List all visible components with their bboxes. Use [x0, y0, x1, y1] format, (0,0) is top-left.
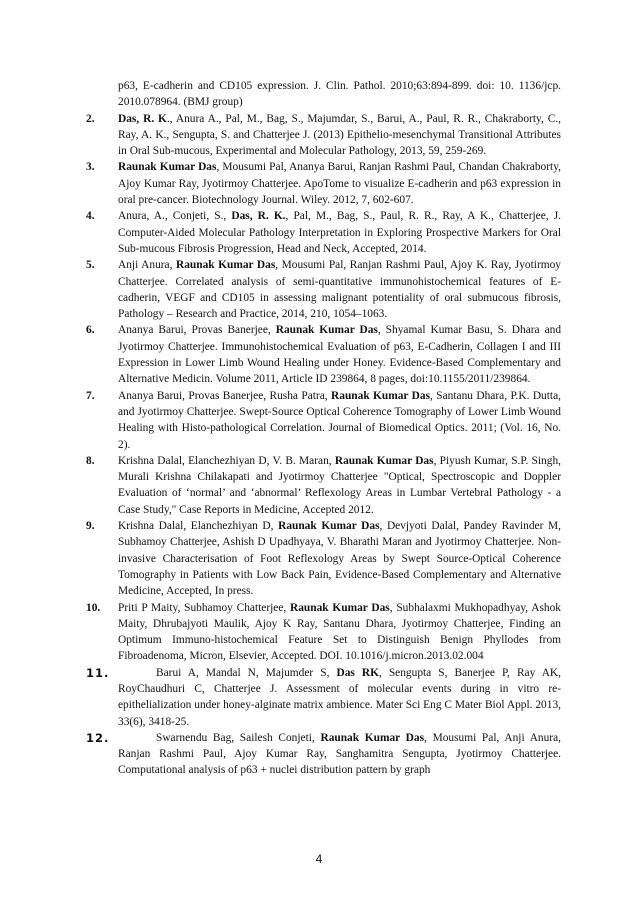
reference-text: Ananya Barui, Provas Banerjee, — [118, 324, 276, 337]
reference-text: ., Anura A., Pal, M., Bag, S., Majumdar, S., Barui, A., Paul, R. R., Chakraborty, C., Ray, A. K., Sengupta, S. and Chatterjee J. (2013) Epithelio-mesenchymal Transitional Attributes in Oral Sub-mucous, Experimental and Molecular Pathology, 2013, 59, 259-269. — [118, 112, 561, 158]
reference-text: , Mousumi Pal, Ananya Barui, Ranjan Rashmi Paul, Chandan Chakraborty, Ajoy Kumar Ray, Jyotirmoy Chatterjee. ApoTome to visualize E-cadherin and p63 expression in oral pre-cancer. Biotechnology Journal. Wiley. 2012, 7, 602-607. — [118, 161, 562, 207]
reference-number: 3. — [86, 161, 95, 174]
reference-text: , Piyush Kumar, S.P. Singh, Murali Krishna Chilakapati and Jyotirmoy Chatterjee "Optical, Spectroscopic and Doppler Evaluation of ‘normal’ and ‘abnormal’ Reflexology Areas in Lumbar Vertebral Pathology - a Case Study," Case Reports in Medicine, Accepted 2012. — [118, 454, 561, 516]
reference-item — [86, 600, 561, 665]
reference-text: Ananya Barui, Provas Banerjee, Rusha Patra, — [118, 389, 332, 402]
author-highlight: Das, R. K — [118, 112, 167, 125]
reference-item — [86, 111, 561, 160]
author-highlight: Raunak Kumar Das — [320, 731, 425, 744]
author-highlight: Raunak Kumar Das — [278, 520, 380, 533]
author-highlight: Raunak Kumar Das — [176, 259, 276, 272]
reference-number: 9. — [86, 520, 95, 533]
reference-item — [86, 159, 561, 208]
reference-text: Priti P Maity, Subhamoy Chatterjee, — [118, 601, 291, 614]
author-highlight: Raunak Kumar Das — [331, 389, 431, 402]
author-highlight: Raunak Kumar Das — [118, 161, 217, 174]
reference-number: 8. — [86, 454, 95, 467]
reference-text: Krishna Dalal, Elanchezhiyan D, V. B. Maran, — [118, 454, 335, 467]
reference-number: 5. — [86, 259, 95, 272]
author-highlight: Raunak Kumar Das — [334, 454, 434, 467]
reference-continuation — [86, 78, 561, 111]
reference-text: , Devjyoti Dalal, Pandey Ravinder M, Subhamoy Chatterjee, Ashish D Upadhyaya, V. Bharathi Maran and Jyotirmoy Chatterjee. Non-invasive Characterisation of Foot Reflexology Areas by Swept Source-Optical Coherence Tomography in Patients with Low Back Pain, Evidence-Based Complementary and Alternative Medicine, Accepted, In press. — [118, 520, 561, 598]
reference-continuation-text: p63, E-cadherin and CD105 expression. J. Clin. Pathol. 2010;63:894-899. doi: 10. 1136/jcp. 2010.078964. (BMJ group) — [118, 80, 561, 109]
reference-item — [86, 388, 561, 453]
reference-number: 11. — [86, 665, 110, 680]
reference-number: 6. — [86, 324, 95, 337]
reference-text: Barui A, Mandal N, Majumder S, — [156, 666, 337, 679]
reference-text: Anji Anura, — [118, 259, 176, 272]
author-highlight: Raunak Kumar Das — [275, 324, 378, 337]
reference-text: , Shyamal Kumar Basu, S. Dhara and Jyotirmoy Chatterjee. Immunohistochemical Evaluation of p63, E-Cadherin, Collagen I and III Expression in Lower Limb Wound Healing under Honey. Evidence-Based Complementary and Alternative Medicin. Volume 2011, Article ID 239864, 8 pages, doi:10.1155/2011/239864. — [118, 324, 562, 386]
reference-text: , Mousumi Pal, Ranjan Rashmi Paul, Ajoy K. Ray, Jyotirmoy Chatterjee. Correlated analysis of semi-quantitative immunohistochemical features of E-cadherin, VEGF and CD105 in assessing malignant potentiality of oral submucous fibrosis, Pathology – Research and Practice, 2014, 210, 1054–1063. — [118, 259, 561, 321]
reference-text: , Mousumi Pal, Anji Anura, Ranjan Rashmi Paul, Ajoy Kumar Ray, Sanghamitra Sengupta, Jyotirmoy Chatterjee. Computational analysis of p63 + nuclei distribution pattern by graph — [118, 731, 562, 777]
reference-item — [86, 257, 561, 322]
reference-entries — [86, 111, 561, 779]
reference-number: 10. — [86, 601, 101, 614]
reference-item — [86, 208, 561, 257]
author-highlight: Das RK — [336, 666, 379, 679]
author-highlight: Das, R. K. — [231, 210, 286, 223]
reference-text: , Pal, M., Bag, S., Paul, R. R., Ray, A K., Chatterjee, J. Computer-Aided Molecular Pathology Interpretation in Exploring Prospective Markers for Oral Sub-mucous Fibrosis Progression, Head and Neck, Accepted, 2014. — [118, 210, 561, 255]
reference-text: , Subhalaxmi Mukhopadhyay, Ashok Maity, Dhrubajyoti Maulik, Ajoy K Ray, Santanu Dhara, Jyotirmoy Chatterjee, Finding an Optimum Immuno-histochemical Feature Set to Distinguish Benign Phyllodes from Fibroadenoma, Micron, Elsevier, Accepted. DOI. 10.1016/j.micron.2013.02.004 — [118, 601, 561, 663]
reference-number: 4. — [86, 210, 95, 223]
reference-text: Anura, A., Conjeti, S., — [118, 210, 232, 223]
reference-text: Swarnendu Bag, Sailesh Conjeti, — [156, 731, 321, 744]
reference-text: , Santanu Dhara, P.K. Dutta, and Jyotirmoy Chatterjee. Swept-Source Optical Coherence Tomography of Lower Limb Wound Healing with Histo-pathological Correlation. Journal of Biomedical Optics. 2011; (Vol. 16, No. 2). — [118, 389, 561, 451]
reference-item — [86, 665, 561, 730]
reference-item — [86, 730, 561, 779]
reference-number: 7. — [86, 389, 95, 402]
reference-item — [86, 453, 561, 518]
reference-number: 12. — [86, 730, 110, 745]
page-number: 4 — [315, 852, 323, 866]
reference-number: 2. — [86, 112, 95, 125]
author-highlight: Raunak Kumar Das — [290, 601, 390, 614]
reference-text: , Sengupta S, Banerjee P, Ray AK, RoyChaudhuri C, Chatterjee J. Assessment of molecular events during in vitro re-epithelialization under honey-alginate matrix ambience. Mater Sci Eng C Mater Biol Appl. 2013, 33(6), 3418-25. — [118, 666, 561, 728]
reference-text: Krishna Dalal, Elanchezhiyan D, — [118, 520, 279, 533]
reference-list — [86, 78, 561, 779]
reference-item — [86, 518, 561, 599]
reference-item — [86, 322, 561, 387]
